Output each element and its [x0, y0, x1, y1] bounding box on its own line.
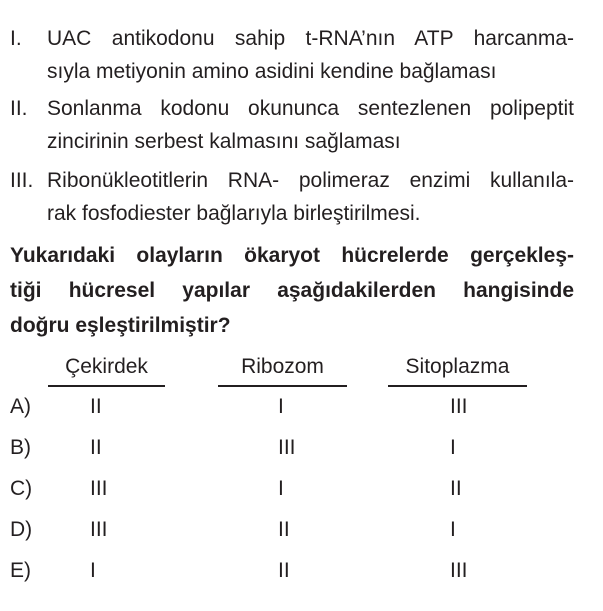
option-value-sitoplazma: III	[450, 395, 468, 418]
statement-text	[47, 22, 574, 88]
statement-numeral: II.	[10, 97, 28, 120]
option-value-ribozom: I	[278, 477, 284, 500]
option-label[interactable]: B)	[10, 436, 31, 459]
column-header-cekirdek: Çekirdek	[65, 355, 148, 378]
answer-option-a[interactable]	[0, 395, 603, 425]
statement-numeral: I.	[10, 27, 22, 50]
option-value-cekirdek: II	[90, 436, 102, 459]
option-value-ribozom: II	[278, 559, 290, 582]
question-stem	[10, 238, 574, 343]
option-value-ribozom: I	[278, 395, 284, 418]
column-header-ribozom: Ribozom	[241, 355, 324, 378]
answer-option-e[interactable]	[0, 559, 603, 589]
statement-line: Ribonükleotitlerin RNA- polimeraz enzimi kullanıla-	[47, 169, 574, 192]
option-value-sitoplazma: III	[450, 559, 468, 582]
statement-line: rak fosfodiester bağlarıyla birleştirilmesi.	[47, 202, 421, 225]
option-label[interactable]: C)	[10, 477, 33, 500]
header-underline	[48, 385, 165, 387]
option-value-ribozom: III	[278, 436, 296, 459]
option-value-cekirdek: III	[90, 518, 108, 541]
statement-numeral: III.	[10, 169, 34, 192]
option-value-cekirdek: I	[90, 559, 96, 582]
option-value-sitoplazma: II	[450, 477, 462, 500]
option-value-sitoplazma: I	[450, 436, 456, 459]
answer-option-c[interactable]	[0, 477, 603, 507]
answer-option-b[interactable]	[0, 436, 603, 466]
question-line: doğru eşleştirilmiştir?	[10, 314, 231, 337]
column-header-sitoplazma: Sitoplazma	[405, 355, 510, 378]
option-value-cekirdek: III	[90, 477, 108, 500]
statement-line: zincirinin serbest kalmasını sağlaması	[47, 130, 401, 153]
option-label[interactable]: D)	[10, 518, 33, 541]
option-label[interactable]: A)	[10, 395, 31, 418]
statement-line: sıyla metiyonin amino asidini kendine bağlaması	[47, 60, 497, 83]
header-underline	[218, 385, 347, 387]
question-line: tiği hücresel yapılar aşağıdakilerden hangisinde	[10, 279, 574, 302]
statement-text	[47, 164, 574, 230]
option-value-sitoplazma: I	[450, 518, 456, 541]
statement-text	[47, 92, 574, 158]
question-line: Yukarıdaki olayların ökaryot hücrelerde gerçekleş-	[10, 244, 574, 267]
answer-option-d[interactable]	[0, 518, 603, 548]
header-underline	[388, 385, 527, 387]
option-label[interactable]: E)	[10, 559, 31, 582]
option-value-ribozom: II	[278, 518, 290, 541]
option-value-cekirdek: II	[90, 395, 102, 418]
statement-line: UAC antikodonu sahip t-RNA’nın ATP harcanma-	[47, 27, 574, 50]
statement-line: Sonlanma kodonu okununca sentezlenen polipeptit	[47, 97, 574, 120]
